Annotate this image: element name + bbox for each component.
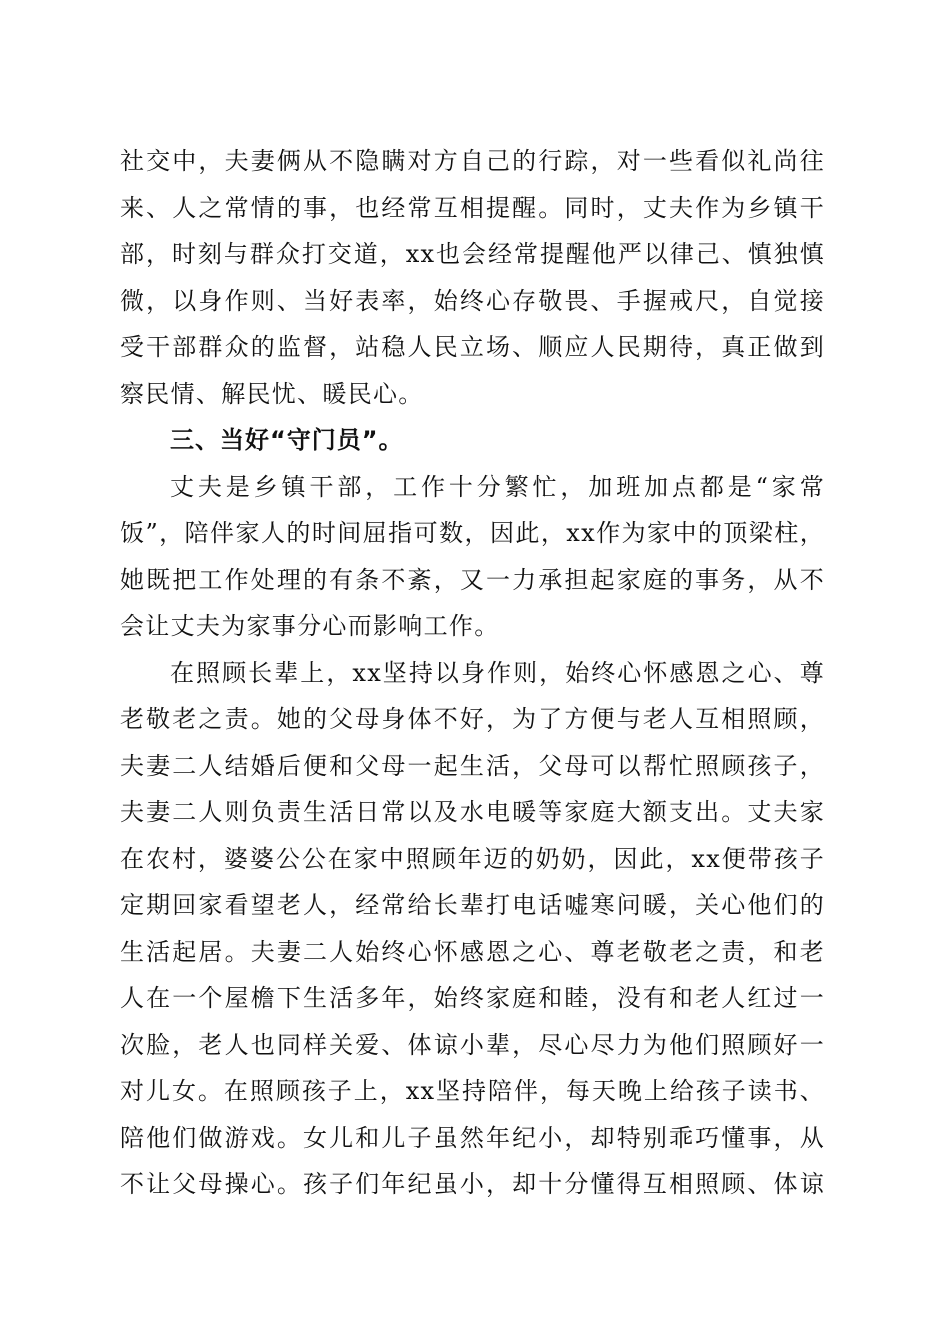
- paragraph-line: 饭”，陪伴家人的时间屈指可数，因此，xx作为家中的顶梁柱，: [120, 519, 825, 547]
- paragraph-line: 定期回家看望老人，经常给长辈打电话嘘寒问暖，关心他们的: [120, 891, 825, 919]
- document-body: [120, 138, 825, 1208]
- paragraph-line: 人在一个屋檐下生活多年，始终家庭和睦，没有和老人红过一: [120, 984, 825, 1012]
- paragraph-line: 在农村，婆婆公公在家中照顾年迈的奶奶，因此，xx便带孩子: [120, 844, 825, 873]
- paragraph-line: 在照顾长辈上，xx坚持以身作则，始终心怀感恩之心、尊: [170, 658, 825, 687]
- paragraph-line: 她既把工作处理的有条不紊，又一力承担起家庭的事务，从不: [120, 565, 825, 594]
- paragraph-line: 生活起居。夫妻二人始终心怀感恩之心、尊老敬老之责，和老: [120, 937, 825, 966]
- paragraph-line: 微，以身作则、当好表率，始终心存敬畏、手握戒尺，自觉接: [120, 286, 825, 315]
- section-heading: 三、当好“守门员”。: [170, 426, 404, 454]
- paragraph-line: 部，时刻与群众打交道，xx也会经常提醒他严以律己、慎独慎: [120, 240, 825, 268]
- paragraph-line: 受干部群众的监督，站稳人民立场、顺应人民期待，真正做到: [120, 333, 825, 361]
- paragraph-line: 来、人之常情的事，也经常互相提醒。同时，丈夫作为乡镇干: [120, 193, 825, 222]
- paragraph-line: 察民情、解民忧、暖民心。: [120, 379, 424, 408]
- paragraph-line: 夫妻二人则负责生活日常以及水电暖等家庭大额支出。丈夫家: [120, 798, 825, 826]
- paragraph-line: 次脸，老人也同样关爱、体谅小辈，尽心尽力为他们照顾好一: [120, 1030, 825, 1059]
- paragraph-line: 社交中，夫妻俩从不隐瞒对方自己的行踪，对一些看似礼尚往: [120, 147, 825, 175]
- paragraph-line: 夫妻二人结婚后便和父母一起生活，父母可以帮忙照顾孩子，: [120, 751, 825, 780]
- paragraph-line: 对儿女。在照顾孩子上，xx坚持陪伴，每天晚上给孩子读书、: [120, 1077, 825, 1105]
- paragraph-line: 不让父母操心。孩子们年纪虽小，却十分懂得互相照顾、体谅: [120, 1170, 825, 1198]
- paragraph-line: 丈夫是乡镇干部，工作十分繁忙，加班加点都是“家常: [170, 472, 825, 501]
- paragraph-line: 老敬老之责。她的父母身体不好，为了方便与老人互相照顾，: [120, 705, 825, 733]
- paragraph-line: 陪他们做游戏。女儿和儿子虽然年纪小，却特别乖巧懂事，从: [120, 1123, 825, 1152]
- paragraph-line: 会让丈夫为家事分心而影响工作。: [120, 612, 500, 640]
